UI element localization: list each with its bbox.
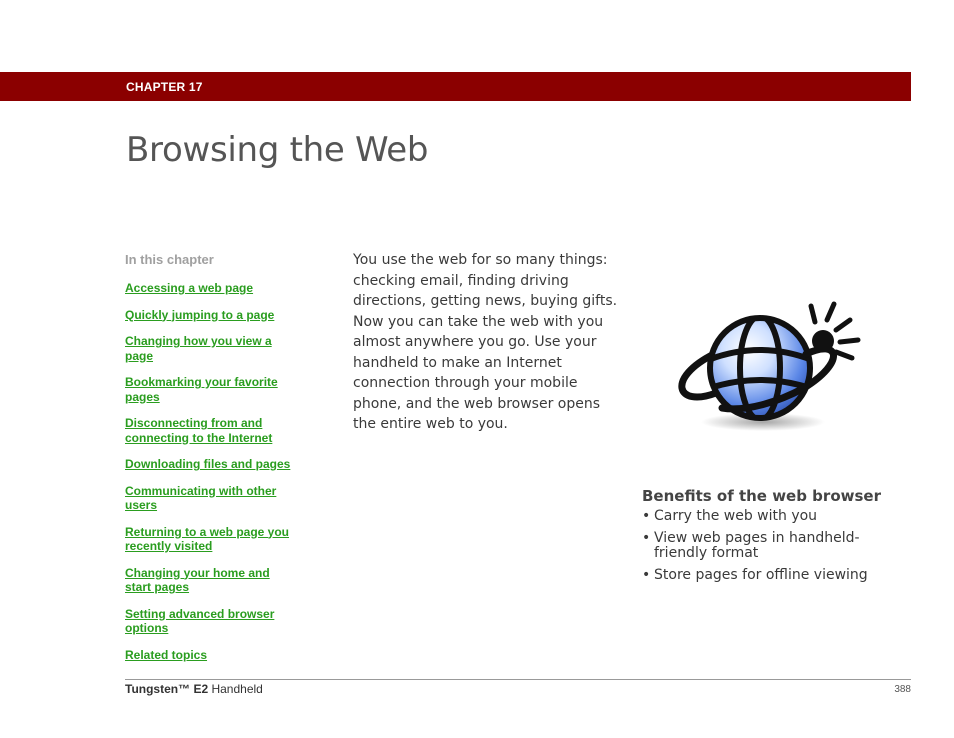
- benefits-heading: Benefits of the web browser: [642, 487, 881, 505]
- toc-link-bookmarking[interactable]: Bookmarking your favorite pages: [125, 375, 278, 404]
- toc-item: [125, 375, 315, 404]
- toc-item: [125, 525, 315, 554]
- toc-link-changing-view[interactable]: Changing how you view a page: [125, 334, 272, 363]
- toc-link-home-start-pages[interactable]: Changing your home and start pages: [125, 565, 270, 594]
- chapter-header-bar: [0, 72, 911, 101]
- toc-item: [125, 416, 315, 445]
- toc-item: [125, 607, 315, 636]
- toc-item: [125, 281, 315, 296]
- toc-item: [125, 308, 315, 323]
- intro-paragraph: You use the web for so many things: checking email, finding driving directions, getting news, buying gifts. Now you can take the web with you almost anywhere you go. Use your handheld to make an Internet connection through your mobile phone, and the web browser opens the entire web to you.: [353, 252, 618, 432]
- page-title: Browsing the Web: [126, 130, 429, 170]
- benefits-list: [642, 509, 912, 583]
- toc-item: [125, 484, 315, 513]
- benefit-item: • Carry the web with you: [642, 509, 912, 524]
- toc-link-communicating[interactable]: Communicating with other users: [125, 483, 277, 512]
- toc-link-quickly-jumping[interactable]: Quickly jumping to a page: [125, 307, 275, 322]
- footer-divider: [125, 679, 911, 680]
- benefits-box: [642, 487, 912, 590]
- toc-item: [125, 457, 315, 472]
- benefit-item: • View web pages in handheld-friendly format: [642, 531, 912, 561]
- footer-product-bold: Tungsten™ E2: [125, 682, 209, 696]
- chapter-contents: [125, 252, 315, 674]
- toc-link-disconnecting[interactable]: Disconnecting from and connecting to the Internet: [125, 416, 273, 445]
- toc-link-downloading[interactable]: Downloading files and pages: [125, 457, 291, 471]
- toc-item: [125, 334, 315, 363]
- globe-icon: [668, 296, 868, 436]
- toc-link-related-topics[interactable]: Related topics: [125, 647, 208, 662]
- footer-product-rest: Handheld: [208, 682, 263, 696]
- footer-product-name: [125, 682, 263, 696]
- toc-link-advanced-options[interactable]: Setting advanced browser options: [125, 606, 275, 635]
- page-number: 388: [894, 684, 911, 695]
- toc-link-accessing-web-page[interactable]: Accessing a web page: [125, 281, 254, 295]
- benefit-item: • Store pages for offline viewing: [642, 568, 912, 583]
- toc-item: [125, 648, 315, 663]
- toc-link-returning[interactable]: Returning to a web page you recently visited: [125, 524, 290, 553]
- toc-list: [125, 281, 315, 662]
- toc-heading: In this chapter: [125, 252, 214, 267]
- toc-item: [125, 566, 315, 595]
- chapter-label: CHAPTER 17: [126, 80, 203, 94]
